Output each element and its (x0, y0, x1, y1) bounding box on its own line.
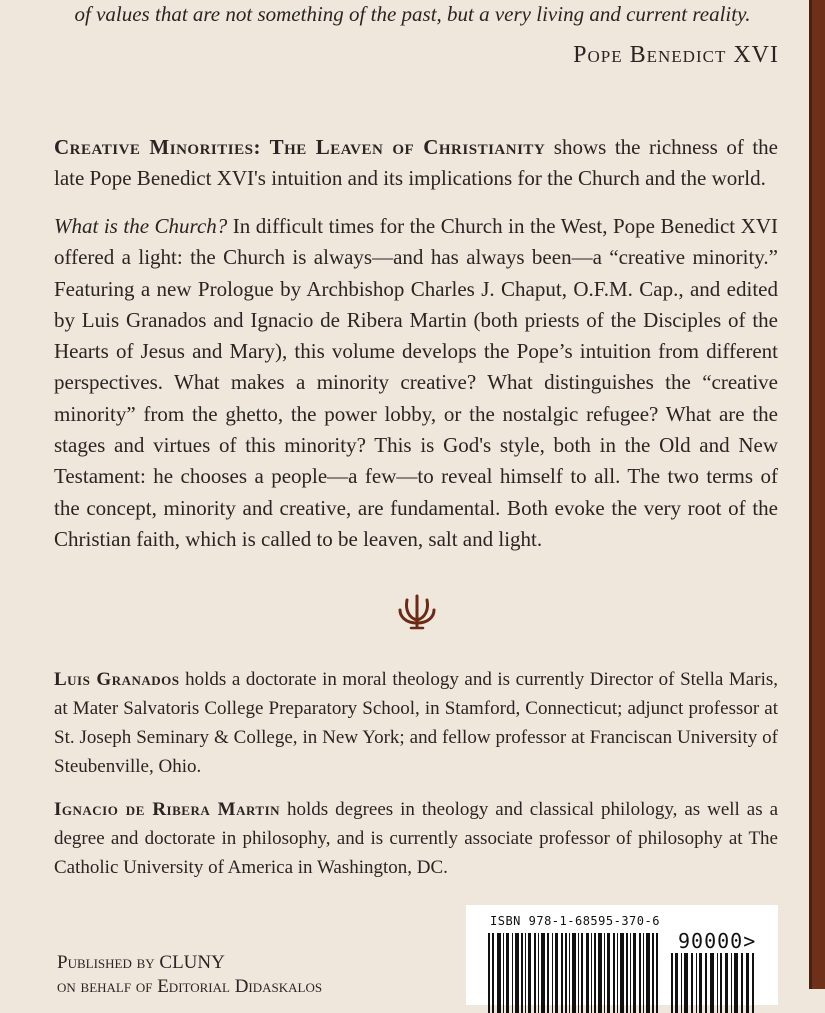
author-bio-ribera (54, 795, 778, 882)
body-text: In difficult times for the Church in the West, Pope Benedict XVI offered a light: the Church is always—and has always been—a “creative minority.” Featuring a new Prologue by Archbishop Charles J. Chaput, O.F.M. Cap., and edited by Luis Granados and Ignacio de Ribera Martin (both priests of the Disciples of the Hearts of Jesus and Mary), this volume develops the Pope’s intuition from different perspectives. What makes a minority creative? What distinguishes the “creative minority” from the ghetto, the power lobby, or the nostalgic refugee? What are the stages and virtues of this minority? This is God's style, both in the Old and New Testament: he chooses a people—a few—to reveal himself to all. The two terms of the concept, minority and creative, are fundamental. Both evoke the very root of the Christian faith, which is called to be leaven, salt and light. (54, 214, 778, 551)
description-body (54, 211, 778, 555)
publisher-line-2: on behalf of Editorial Didaskalos (57, 976, 323, 997)
barcode-bars (488, 933, 663, 1013)
addon-barcode-bars (671, 953, 761, 1013)
author-bio: holds a doctorate in moral theology and is currently Director of Stella Maris, at Mater Salvatoris College Preparatory School, in Stamford, Connecticut; adjunct professor at St. Joseph Seminary & College, in New York; and fellow professor at Franciscan University of Steubenville, Ohio. (54, 669, 778, 777)
quote-author: Pope Benedict XVI (573, 42, 779, 68)
quote-line: of values that are not something of the past, but a very living and current reality. (74, 2, 751, 26)
publisher-line-1: Published by CLUNY (57, 952, 225, 973)
author-bio: holds degrees in theology and classical philology, as well as a degree and doctorate in philosophy, and is currently associate professor of philosophy at The Catholic University of America in Washington, DC. (54, 799, 778, 878)
isbn-text: ISBN 978-1-68595-370-6 (490, 914, 660, 928)
book-title: Creative Minorities: The Leaven of Christianity (54, 135, 546, 159)
description-intro (54, 132, 778, 194)
intro-text: shows the richness of the late Pope Benedict XVI's intuition and its implications for the Church and the world. (54, 135, 778, 190)
price-code: 90000> (678, 929, 757, 953)
leaf-sprig-icon (397, 590, 437, 630)
barcode (466, 905, 778, 1005)
author-name: Luis Granados (54, 669, 180, 690)
publisher-credit (57, 951, 322, 999)
author-name: Ignacio de Ribera Martin (54, 799, 281, 820)
author-bio-granados (54, 665, 778, 781)
spine-edge (809, 0, 825, 989)
question-text: What is the Church? (54, 214, 228, 238)
